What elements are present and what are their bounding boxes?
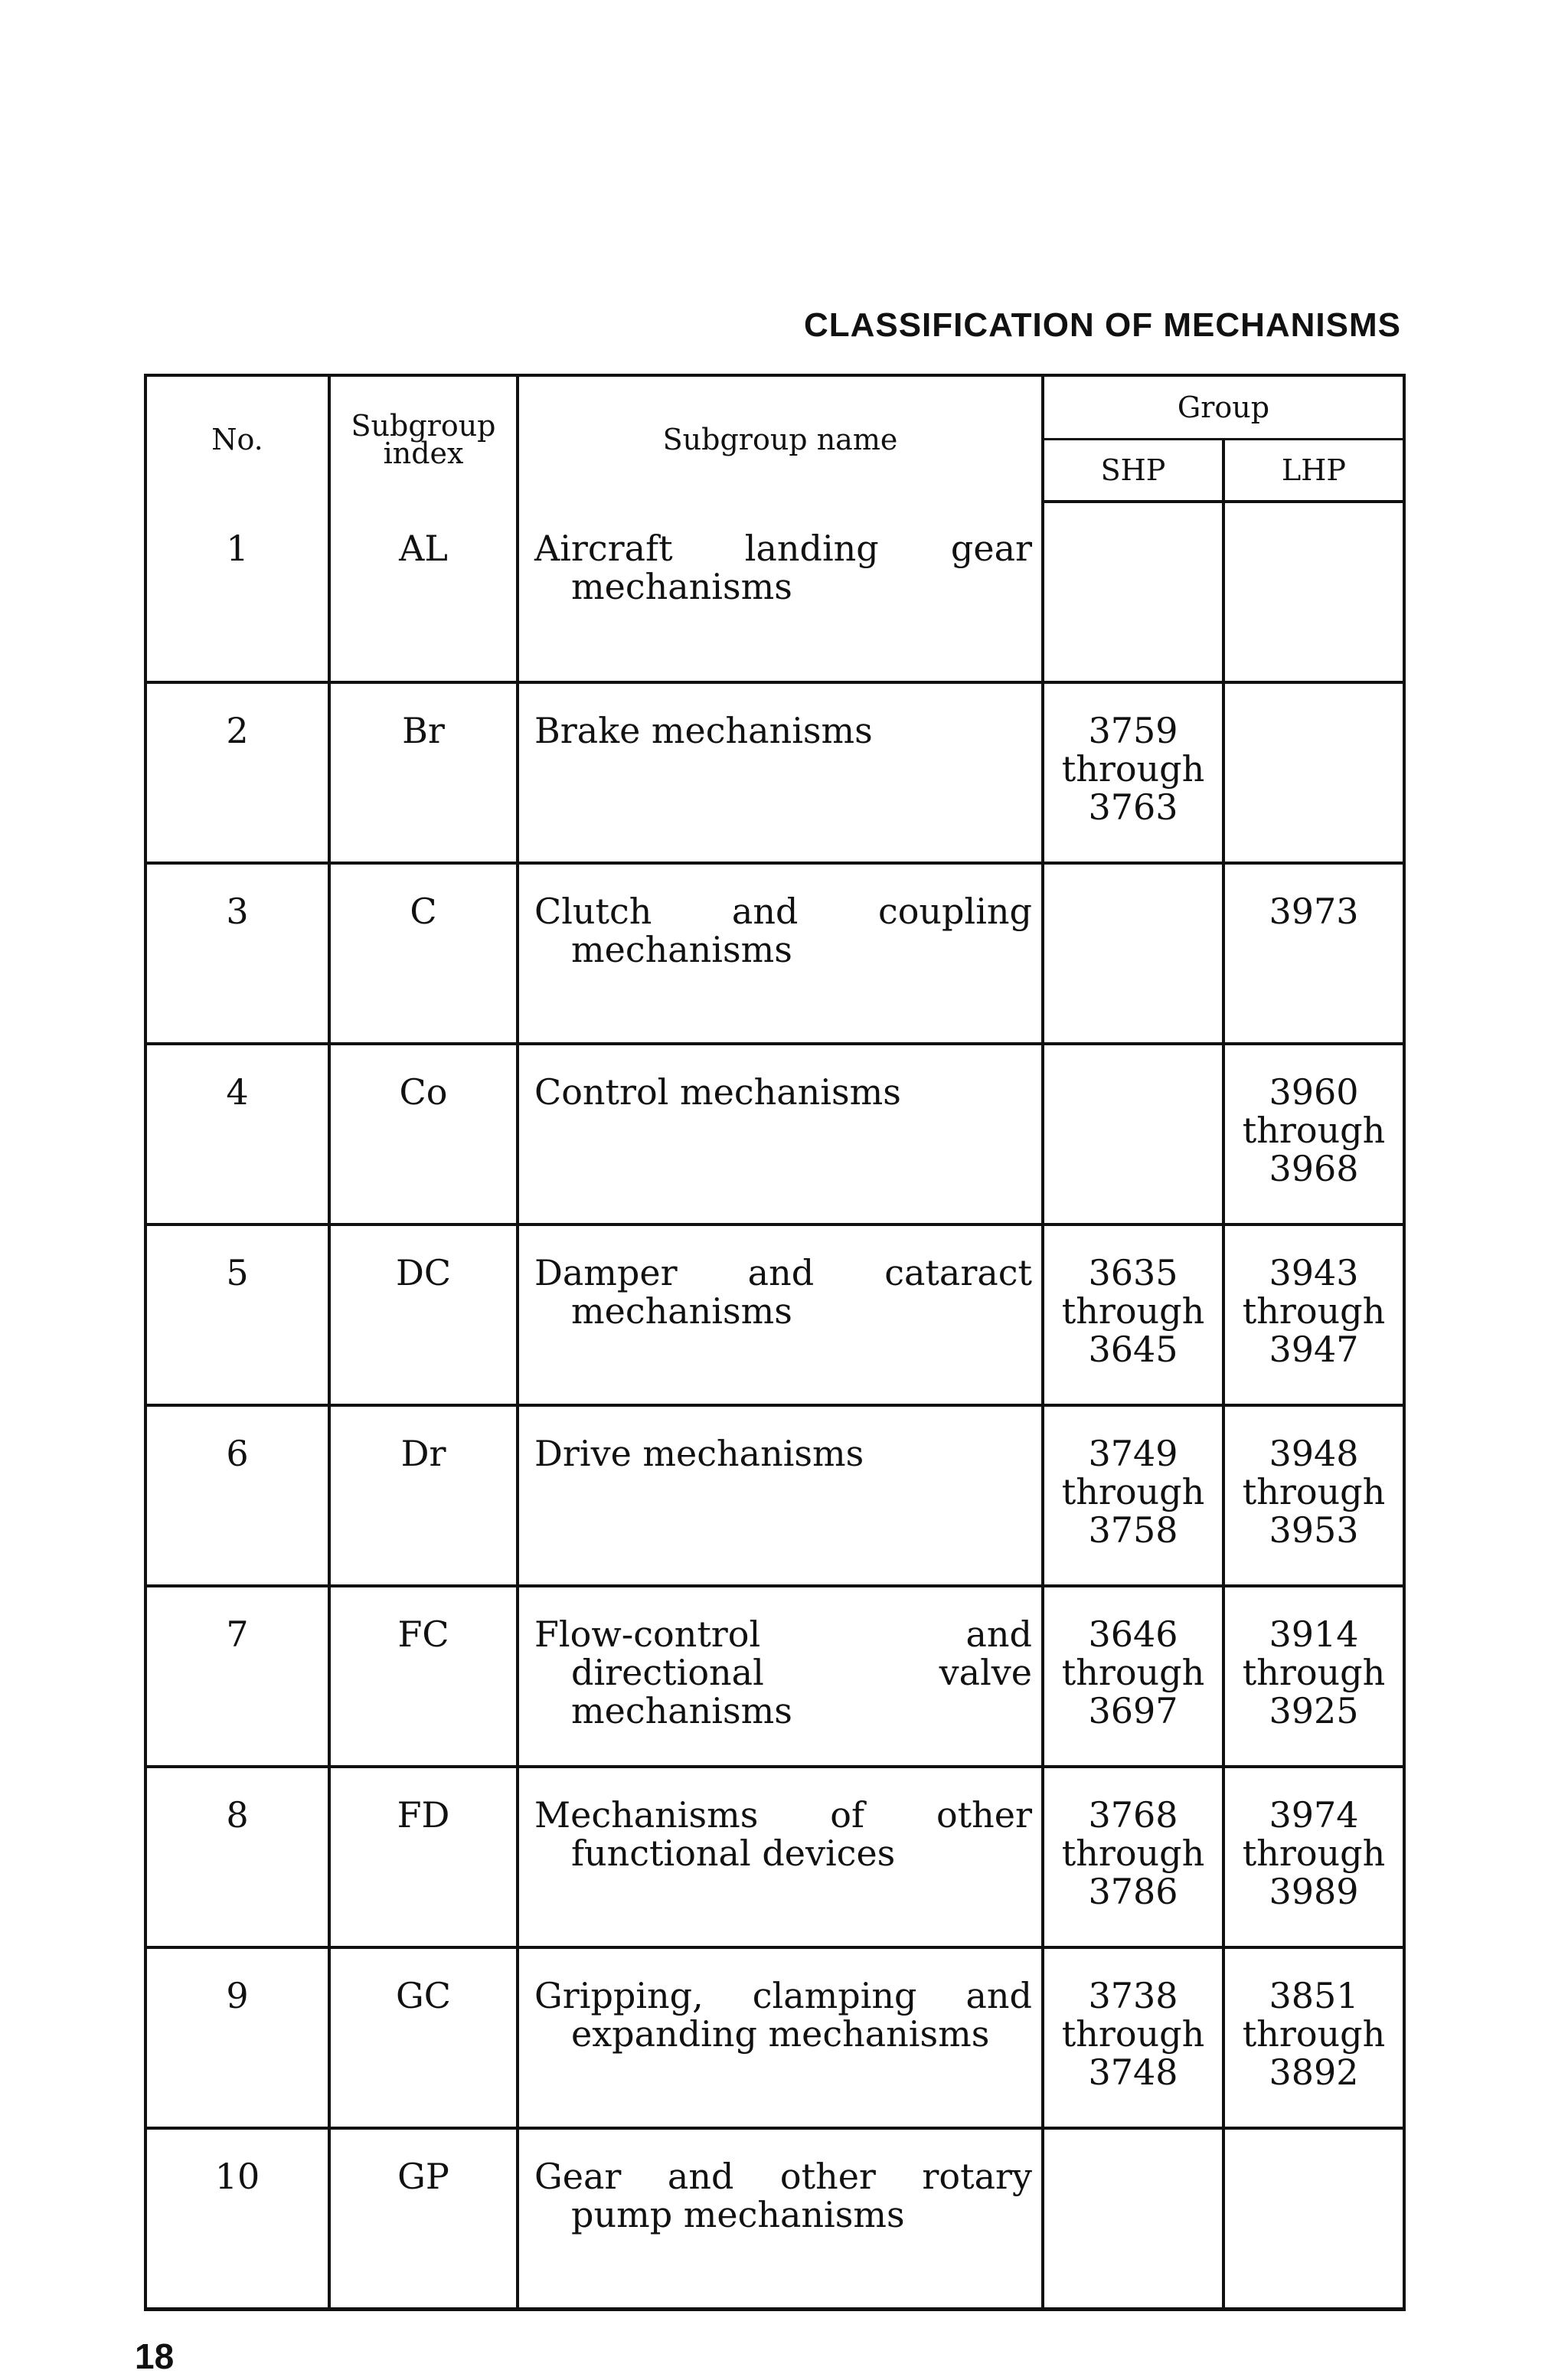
lhp-range-cell <box>1223 502 1404 682</box>
shp-range-line: 3697 <box>1088 1690 1178 1731</box>
shp-range-cell <box>1043 1044 1223 1224</box>
row-number: 2 <box>145 682 329 863</box>
table-body <box>145 502 1404 2309</box>
lhp-range-line: 3989 <box>1269 1871 1359 1912</box>
table-row <box>145 1767 1404 1947</box>
shp-range-line: 3768 <box>1088 1794 1178 1836</box>
shp-range-cell <box>1043 502 1223 682</box>
subgroup-name-cell <box>518 1044 1043 1224</box>
col-header-subgroup-index <box>329 375 518 502</box>
subgroup-name-cell <box>518 682 1043 863</box>
lhp-range-line: 3948 <box>1269 1433 1359 1474</box>
subgroup-name-cell <box>518 1224 1043 1405</box>
lhp-range-line: through <box>1242 1833 1386 1874</box>
table-row <box>145 1586 1404 1767</box>
table-row <box>145 1224 1404 1405</box>
subgroup-name: Mechanisms of other functional devices <box>534 1794 1032 1874</box>
subgroup-index: FC <box>329 1586 518 1767</box>
classification-table <box>144 374 1406 2311</box>
shp-range-cell <box>1043 1586 1223 1767</box>
lhp-range-cell <box>1223 2128 1404 2309</box>
shp-range-line: 3749 <box>1088 1433 1178 1474</box>
lhp-range-line: 3892 <box>1269 2052 1359 2093</box>
row-number: 9 <box>145 1947 329 2128</box>
lhp-range-line: through <box>1242 2013 1386 2055</box>
shp-range-line: through <box>1061 1471 1205 1512</box>
lhp-range-line: through <box>1242 1290 1386 1332</box>
lhp-range-cell <box>1223 1947 1404 2128</box>
subgroup-name-cell <box>518 502 1043 682</box>
subgroup-name-cell <box>518 1947 1043 2128</box>
lhp-range-line: through <box>1242 1110 1386 1151</box>
shp-range-cell <box>1043 1224 1223 1405</box>
subgroup-name: Control mechanisms <box>534 1071 901 1113</box>
subgroup-name-cell <box>518 1767 1043 1947</box>
row-number: 5 <box>145 1224 329 1405</box>
subgroup-index: DC <box>329 1224 518 1405</box>
col-header-subgroup-name: Subgroup name <box>518 375 1043 502</box>
lhp-range-cell <box>1223 682 1404 863</box>
table-row <box>145 2128 1404 2309</box>
lhp-range-cell <box>1223 1586 1404 1767</box>
subgroup-index: AL <box>329 502 518 682</box>
subgroup-name: Aircraft landing gear mechanisms <box>534 528 1032 607</box>
shp-range-line: 3763 <box>1088 786 1178 828</box>
shp-range-cell <box>1043 863 1223 1044</box>
col-header-subgroup-index-line2: index <box>383 436 464 470</box>
table-row <box>145 863 1404 1044</box>
lhp-range-line: 3947 <box>1269 1329 1359 1370</box>
subgroup-index: GP <box>329 2128 518 2309</box>
page-header-title: CLASSIFICATION OF MECHANISMS <box>803 306 1401 344</box>
lhp-range-line: 3960 <box>1269 1071 1359 1113</box>
shp-range-cell <box>1043 2128 1223 2309</box>
subgroup-name: Damper and cataract mechanisms <box>534 1252 1032 1332</box>
row-number: 1 <box>145 502 329 682</box>
shp-range-line: through <box>1061 2013 1205 2055</box>
subgroup-index: Br <box>329 682 518 863</box>
row-number: 7 <box>145 1586 329 1767</box>
lhp-range-cell <box>1223 1767 1404 1947</box>
lhp-range-line: 3974 <box>1269 1794 1359 1836</box>
lhp-range-cell <box>1223 1224 1404 1405</box>
subgroup-name: Clutch and coupling mechanisms <box>534 891 1032 970</box>
subgroup-name-cell <box>518 2128 1043 2309</box>
lhp-range-cell <box>1223 863 1404 1044</box>
shp-range-line: 3645 <box>1088 1329 1178 1370</box>
subgroup-name-cell <box>518 863 1043 1044</box>
lhp-range-line: 3953 <box>1269 1509 1359 1551</box>
subgroup-index: C <box>329 863 518 1044</box>
page-number: 18 <box>135 2336 175 2376</box>
shp-range-cell <box>1043 1405 1223 1586</box>
subgroup-index: Dr <box>329 1405 518 1586</box>
table-header <box>145 375 1404 502</box>
lhp-range-line: 3968 <box>1269 1148 1359 1189</box>
row-number: 4 <box>145 1044 329 1224</box>
subgroup-name-cell <box>518 1405 1043 1586</box>
shp-range-line: 3635 <box>1088 1252 1178 1293</box>
shp-range-line: through <box>1061 1833 1205 1874</box>
row-number: 8 <box>145 1767 329 1947</box>
table-row <box>145 1044 1404 1224</box>
shp-range-cell <box>1043 682 1223 863</box>
shp-range-cell <box>1043 1767 1223 1947</box>
lhp-range-line: through <box>1242 1652 1386 1693</box>
shp-range-line: 3738 <box>1088 1975 1178 2016</box>
col-header-shp: SHP <box>1043 440 1223 502</box>
shp-range-line: through <box>1061 748 1205 790</box>
subgroup-name-cell <box>518 1586 1043 1767</box>
row-number: 3 <box>145 863 329 1044</box>
subgroup-name: Brake mechanisms <box>534 710 873 751</box>
table-row <box>145 682 1404 863</box>
shp-range-line: 3786 <box>1088 1871 1178 1912</box>
subgroup-name: Gear and other rotary pump mechanisms <box>534 2156 1032 2235</box>
shp-range-line: 3758 <box>1088 1509 1178 1551</box>
lhp-range-cell <box>1223 1044 1404 1224</box>
lhp-range-line: through <box>1242 1471 1386 1512</box>
col-header-no: No. <box>145 375 329 502</box>
lhp-range-cell <box>1223 1405 1404 1586</box>
table-row <box>145 502 1404 682</box>
subgroup-name: Drive mechanisms <box>534 1433 864 1474</box>
lhp-range-line: 3973 <box>1269 891 1359 932</box>
shp-range-cell <box>1043 1947 1223 2128</box>
subgroup-name: Gripping, clamping and expanding mechanisms <box>534 1975 1032 2055</box>
subgroup-name: Flow-control and directional valve mechanisms <box>534 1614 1032 1731</box>
shp-range-line: through <box>1061 1652 1205 1693</box>
subgroup-index: Co <box>329 1044 518 1224</box>
shp-range-line: 3646 <box>1088 1614 1178 1655</box>
col-header-subgroup-index-line1: Subgroup <box>351 408 496 443</box>
subgroup-index: GC <box>329 1947 518 2128</box>
shp-range-line: 3748 <box>1088 2052 1178 2093</box>
col-header-lhp: LHP <box>1223 440 1404 502</box>
col-header-group: Group <box>1043 375 1404 440</box>
row-number: 10 <box>145 2128 329 2309</box>
table-row <box>145 1947 1404 2128</box>
lhp-range-line: 3943 <box>1269 1252 1359 1293</box>
row-number: 6 <box>145 1405 329 1586</box>
shp-range-line: through <box>1061 1290 1205 1332</box>
subgroup-index: FD <box>329 1767 518 1947</box>
shp-range-line: 3759 <box>1088 710 1178 751</box>
lhp-range-line: 3851 <box>1269 1975 1359 2016</box>
lhp-range-line: 3914 <box>1269 1614 1359 1655</box>
table-row <box>145 1405 1404 1586</box>
lhp-range-line: 3925 <box>1269 1690 1359 1731</box>
